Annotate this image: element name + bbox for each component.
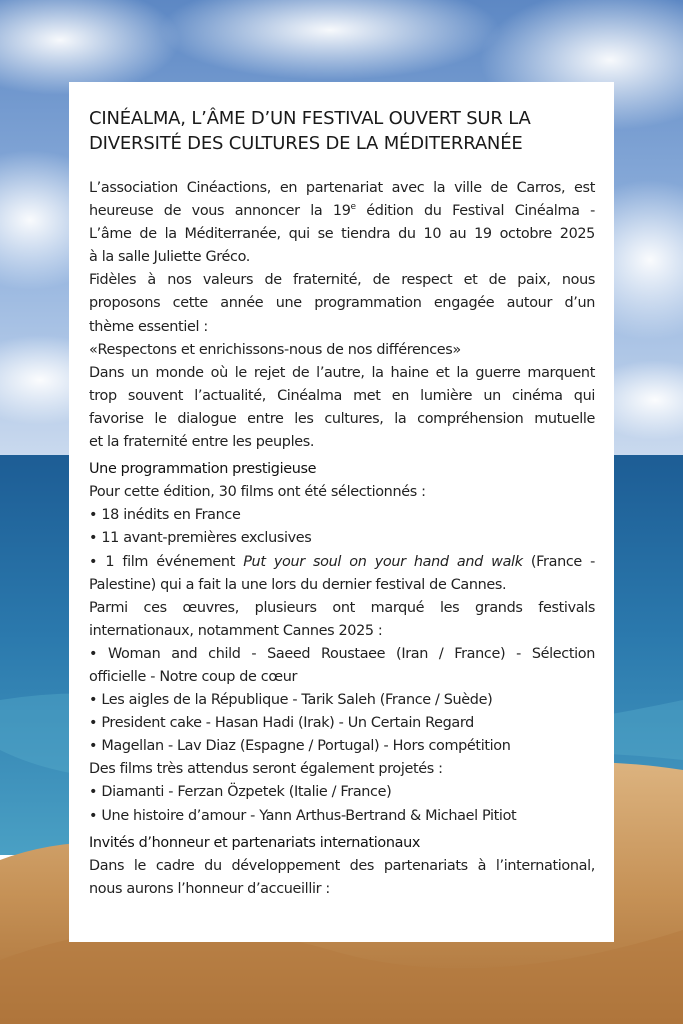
text-line: à la salle Juliette Gréco.	[89, 249, 250, 266]
list-item: • Woman and child - Saeed Roustaee (Iran / France) - Sélection	[89, 645, 595, 662]
film-title: Put your soul on your hand and walk	[243, 553, 523, 570]
text-line: Pour cette édition, 30 films ont été sélectionnés :	[89, 484, 426, 501]
text-line: thème essentiel :	[89, 318, 208, 335]
text-line: officielle - Notre coup de cœur	[89, 668, 298, 685]
list-item: • 11 avant-premières exclusives	[89, 530, 312, 547]
article-title	[89, 106, 595, 156]
text-line: Parmi ces œuvres, plusieurs ont marqué les grands festivals	[89, 599, 595, 616]
text-line: L’association Cinéactions, en partenariat avec la ville de Carros, est	[89, 180, 595, 196]
text-line: nous aurons l’honneur d’accueillir :	[89, 880, 330, 897]
text-line: internationaux, notamment Cannes 2025 :	[89, 622, 383, 639]
text-line: Palestine) qui a fait la une lors du dernier festival de Cannes.	[89, 576, 507, 593]
list-item: • President cake - Hasan Hadi (Irak) - Un Certain Regard	[89, 715, 474, 732]
text-line: favorise le dialogue entre les cultures, la compréhension mutuelle	[89, 410, 595, 427]
list-item: • Une histoire d’amour - Yann Arthus-Bertrand & Michael Pitiot	[89, 807, 517, 824]
list-item: • Magellan - Lav Diaz (Espagne / Portugal) - Hors compétition	[89, 738, 511, 755]
intro-paragraph	[89, 177, 595, 269]
text-line: et la fraternité entre les peuples.	[89, 434, 315, 451]
list-item: • 18 inédits en France	[89, 507, 241, 524]
title-line: DIVERSITÉ DES CULTURES DE LA MÉDITERRANÉE	[89, 133, 523, 154]
section-heading-guests: Invités d’honneur et partenariats internationaux	[89, 834, 421, 851]
programme-section	[89, 458, 595, 828]
festival-theme: «Respectons et enrichissons-nous de nos différences»	[89, 341, 461, 358]
ordinal-suffix: e	[350, 202, 356, 213]
context-paragraph	[89, 362, 595, 454]
text-line: Dans le cadre du développement des partenariats à l’international,	[89, 857, 595, 874]
section-heading-programme: Une programmation prestigieuse	[89, 461, 317, 478]
list-item: • Diamanti - Ferzan Özpetek (Italie / France)	[89, 784, 392, 801]
item-prefix: • 1 film événement	[89, 553, 244, 570]
list-item: • Les aigles de la République - Tarik Saleh (France / Suède)	[89, 692, 493, 709]
text-line: heureuse de vous annoncer la 19e édition du Festival Cinéalma -	[89, 202, 595, 220]
item-suffix: (France -	[522, 553, 595, 570]
text-line: Dans un monde où le rejet de l’autre, la haine et la guerre marquent	[89, 364, 595, 381]
text-line: L’âme de la Méditerranée, qui se tiendra du 10 au 19 octobre 2025	[89, 226, 595, 243]
list-item	[89, 551, 595, 574]
values-paragraph	[89, 269, 595, 361]
text-line: trop souvent l’actualité, Cinéalma met en lumière un cinéma qui	[89, 387, 595, 404]
article-card	[69, 82, 614, 942]
text-line: Des films très attendus seront également projetés :	[89, 761, 443, 778]
title-line: CINÉALMA, L’ÂME D’UN FESTIVAL OUVERT SUR LA	[89, 108, 531, 129]
text-line: Fidèles à nos valeurs de fraternité, de respect et de paix, nous	[89, 272, 595, 289]
text-line: proposons cette année une programmation engagée autour d’un	[89, 295, 595, 312]
guests-section	[89, 832, 595, 901]
